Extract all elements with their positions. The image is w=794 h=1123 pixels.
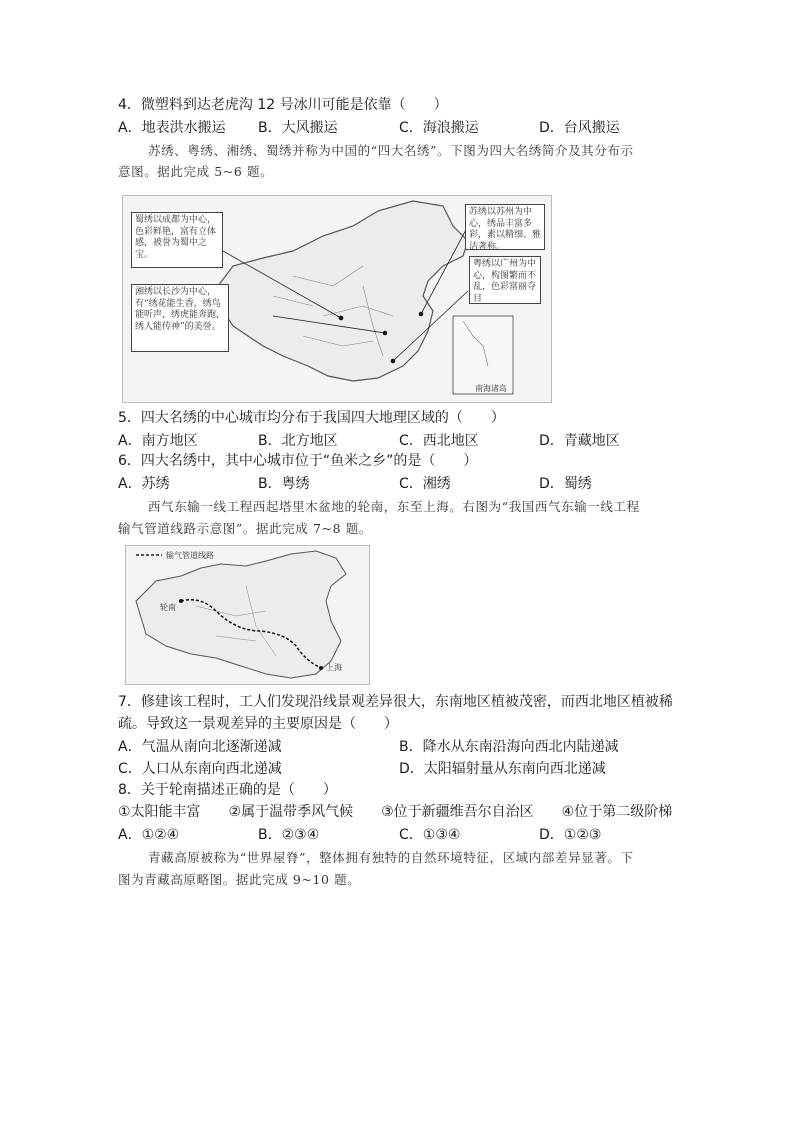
callout-xiang-embroidery: 湘绣以长沙为中心，有“绣花能生香，绣鸟能听声，绣虎能奔跑，绣人能传神”的美誉。 — [131, 284, 229, 352]
q7-option-c: C．人口从东南向西北递减 — [118, 761, 282, 777]
q6-stem: 6．四大名绣中，其中心城市位于“鱼米之乡”的是（ ） — [118, 453, 478, 469]
q5-option-d: D．青藏地区 — [539, 433, 620, 449]
q4-option-d: D．台风搬运 — [539, 120, 620, 136]
q8-option-d: D．①②③ — [539, 827, 602, 843]
q5-stem: 5．四大名绣的中心城市均分布于我国四大地理区域的（ ） — [118, 410, 505, 426]
q8-option-b: B．②③④ — [258, 827, 320, 843]
q6-option-c: C．湘绣 — [399, 476, 451, 492]
q7-option-a: A．气温从南向北逐渐递减 — [118, 739, 282, 755]
city-dot-suzhou — [419, 312, 424, 317]
intro-5-6-line2: 意图。据此完成 5~6 题。 — [118, 164, 274, 179]
q8-option-c: C．①③④ — [399, 827, 461, 843]
china-border — [218, 201, 468, 381]
q4-option-b: B．大风搬运 — [258, 120, 338, 136]
q6-option-d: D．蜀绣 — [539, 476, 592, 492]
q5-option-c: C．西北地区 — [399, 433, 479, 449]
intro-7-8-line1: 西气东输一线工程西起塔里木盆地的轮南，东至上海。右图为“我国西气东输一线工程 — [148, 499, 640, 514]
q8-option-a: A．①②④ — [118, 827, 180, 843]
q7-option-b: B．降水从东南沿海向西北内陆递减 — [399, 739, 619, 755]
china-border — [136, 551, 346, 678]
callout-shu-embroidery: 蜀绣以成都为中心，色彩鲜艳，富有立体感，被誉为蜀中之宝。 — [131, 212, 223, 268]
q4-option-a: A．地表洪水搬运 — [118, 120, 226, 136]
intro-9-10-line2: 图为青藏高原略图。据此完成 9~10 题。 — [118, 872, 361, 887]
q5-option-a: A．南方地区 — [118, 433, 198, 449]
shanghai-dot — [319, 666, 323, 670]
intro-5-6-line1: 苏绣、粤绣、湘绣、蜀绣并称为中国的“四大名绣”。下图为四大名绣简介及其分布示 — [148, 143, 634, 158]
lunnan-label: 轮南 — [160, 603, 176, 612]
q6-option-b: B．粤绣 — [258, 476, 310, 492]
city-dot-guangzhou — [391, 359, 396, 364]
pipeline-map-figure — [125, 545, 370, 685]
q6-option-a: A．苏绣 — [118, 476, 170, 492]
callout-su-embroidery: 苏绣以苏州为中心，绣品丰富多彩，素以精细、雅洁著称。 — [465, 204, 545, 250]
q4-option-c: C．海浪搬运 — [399, 120, 479, 136]
embroidery-map-figure — [122, 195, 552, 403]
shanghai-label: 上海 — [326, 663, 342, 672]
intro-9-10-line1: 青藏高原被称为“世界屋脊”，整体拥有独特的自然环境特征，区域内部差异显著。下 — [148, 850, 634, 865]
q7-stem-line2: 疏。导致这一景观差异的主要原因是（ ） — [118, 716, 398, 732]
q7-option-d: D．太阳辐射量从东南向西北递减 — [399, 761, 606, 777]
q8-statements: ①太阳能丰富 ②属于温带季风气候 ③位于新疆维吾尔自治区 ④位于第二级阶梯 — [118, 804, 673, 820]
legend-label: 输气管道线路 — [166, 551, 214, 560]
q7-stem-line1: 7．修建该工程时，工人们发现沿线景观差异很大，东南地区植被茂密，而西北地区植被稀 — [118, 694, 673, 710]
q5-option-b: B．北方地区 — [258, 433, 338, 449]
q8-stem: 8．关于轮南描述正确的是（ ） — [118, 782, 337, 798]
city-dot-changsha — [383, 331, 388, 336]
intro-7-8-line2: 输气管道线路示意图”。据此完成 7~8 题。 — [118, 521, 372, 536]
callout-yue-embroidery: 粤绣以广州为中心，构图繁而不乱，色彩富丽夺目 — [469, 256, 541, 304]
inset-label: 南海诸岛 — [475, 384, 507, 393]
lunnan-dot — [179, 599, 183, 603]
city-dot-chengdu — [339, 316, 344, 321]
q4-stem: 4．微塑料到达老虎沟 12 号冰川可能是依靠（ ） — [118, 97, 448, 113]
